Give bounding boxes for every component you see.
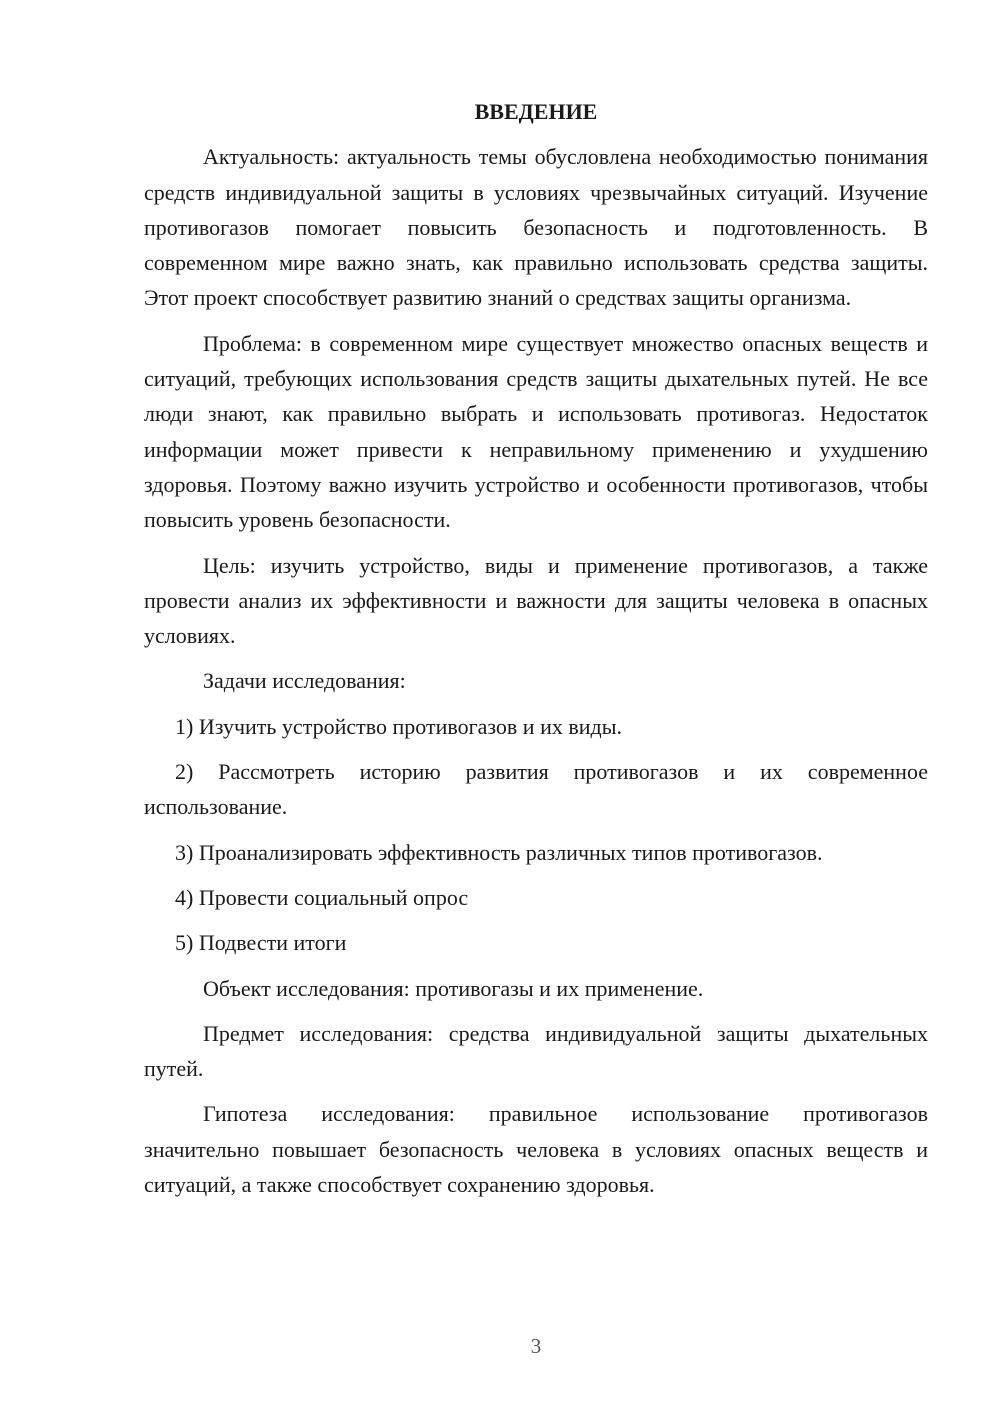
tasks-heading: Задачи исследования: [203,668,406,694]
section-title: ВВЕДЕНИЕ [474,99,598,124]
task-item-1: 1) Изучить устройство противогазов и их виды. [175,713,622,739]
paragraph-relevance: Актуальность: актуальность темы обусловлена необходимостью понимания средств индивидуальной защиты в условиях чрезвычайных ситуаций. Изучение противогазов помогает повысить безопасность и подготовленность. В современном мире важно знать, как правильно использовать средства защиты. Этот проект способствует развитию знаний о средствах защиты организма. [144,144,928,311]
paragraph-subject: Предмет исследования: средства индивидуальной защиты дыхательных путей. [144,1020,928,1082]
page-number: 3 [530,1334,542,1358]
paragraph-hypothesis: Гипотеза исследования: правильное использование противогазов значительно повышает безопасность человека в условиях опасных веществ и ситуаций, а также способствует сохранению здоровья. [144,1101,928,1198]
paragraph-object: Объект исследования: противогазы и их применение. [203,975,704,1001]
document-body [144,94,928,1212]
task-item-2: 2) Рассмотреть историю развития противогазов и их современное использование. [144,759,928,820]
task-item-4: 4) Провести социальный опрос [175,884,469,910]
task-item-3: 3) Проанализировать эффективность различных типов противогазов. [175,839,823,865]
paragraph-goal: Цель: изучить устройство, виды и применение противогазов, а также провести анализ их эффективности и важности для защиты человека в опасных условиях. [144,552,928,649]
paragraph-problem: Проблема: в современном мире существует множество опасных веществ и ситуаций, требующих использования средств защиты дыхательных путей. Не все люди знают, как правильно выбрать и использовать противогаз. Недостаток информации может привести к неправильному применению и ухудшению здоровья. Поэтому важно изучить устройство и особенности противогазов, чтобы повысить уровень безопасности. [144,330,928,533]
task-item-5: 5) Подвести итоги [175,930,347,956]
